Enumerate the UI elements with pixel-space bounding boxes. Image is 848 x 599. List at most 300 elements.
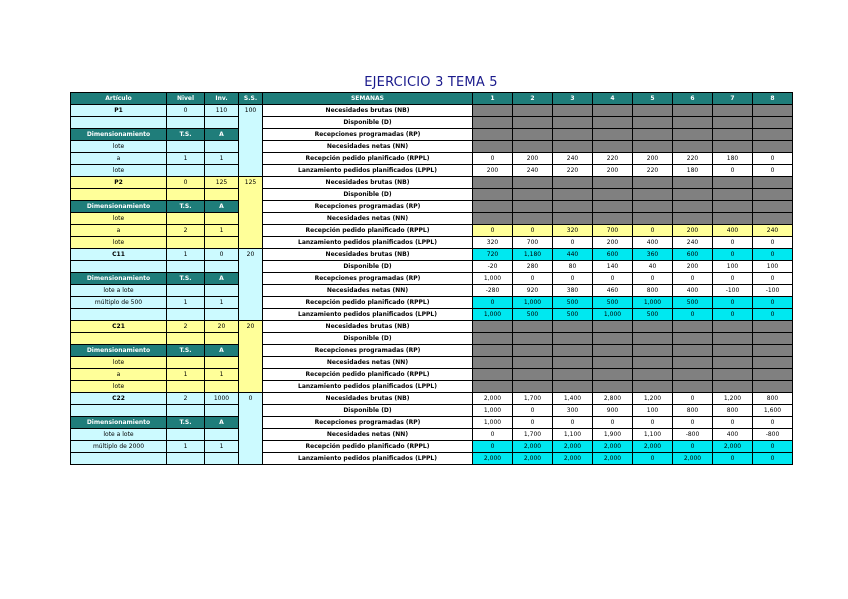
week-value: 240 (513, 165, 553, 177)
week-value (553, 321, 593, 333)
week-value (753, 105, 793, 117)
week-value: -800 (753, 429, 793, 441)
header-week: 6 (673, 93, 713, 105)
week-value: 0 (593, 273, 633, 285)
item-name: C11 (71, 249, 167, 261)
week-value (753, 381, 793, 393)
week-value (593, 141, 633, 153)
week-value: 2,000 (513, 453, 553, 465)
dim-header: Dimensionamiento (71, 417, 167, 429)
week-value: 1,700 (513, 429, 553, 441)
week-value: 0 (473, 441, 513, 453)
row-label: Necesidades netas (NN) (263, 213, 473, 225)
week-value (553, 129, 593, 141)
item-blank (205, 261, 239, 273)
week-value: 1,100 (633, 429, 673, 441)
item-blank (205, 357, 239, 369)
week-value (473, 129, 513, 141)
week-value (713, 189, 753, 201)
week-value (553, 213, 593, 225)
week-value (473, 105, 513, 117)
week-value: 800 (673, 405, 713, 417)
item-blank (167, 261, 205, 273)
week-value (553, 333, 593, 345)
week-value: 0 (713, 273, 753, 285)
item-inv: 20 (205, 321, 239, 333)
week-value: 0 (713, 249, 753, 261)
week-value: 220 (633, 165, 673, 177)
table-row (71, 309, 793, 321)
mrp-table (70, 92, 793, 465)
week-value: 500 (633, 309, 673, 321)
week-value: 0 (753, 309, 793, 321)
week-value (713, 357, 753, 369)
week-value (713, 333, 753, 345)
header-week: 1 (473, 93, 513, 105)
ts-header: T.S. (167, 129, 205, 141)
week-value: 0 (513, 225, 553, 237)
item-blank (167, 381, 205, 393)
week-value: 180 (713, 153, 753, 165)
week-value (593, 189, 633, 201)
week-value (513, 105, 553, 117)
week-value: 80 (553, 261, 593, 273)
row-label: Necesidades brutas (NB) (263, 105, 473, 117)
item-blank (71, 117, 167, 129)
item-blank (167, 189, 205, 201)
dim-header: Dimensionamiento (71, 345, 167, 357)
dim-text: lote (71, 165, 167, 177)
week-value (473, 345, 513, 357)
week-value: 0 (713, 165, 753, 177)
week-value: 800 (753, 393, 793, 405)
week-value (673, 357, 713, 369)
item-ss-cont (239, 237, 263, 249)
row-label: Necesidades brutas (NB) (263, 393, 473, 405)
dim-text: lote (71, 381, 167, 393)
week-value: -20 (473, 261, 513, 273)
row-label: Disponible (D) (263, 333, 473, 345)
week-value (633, 117, 673, 129)
week-value (553, 189, 593, 201)
week-value: 200 (673, 225, 713, 237)
row-label: Disponible (D) (263, 405, 473, 417)
table-row (71, 321, 793, 333)
table-row (71, 261, 793, 273)
row-label: Necesidades netas (NN) (263, 285, 473, 297)
week-value (673, 321, 713, 333)
table-row (71, 405, 793, 417)
week-value: 2,000 (633, 441, 673, 453)
dim-header: Dimensionamiento (71, 201, 167, 213)
week-value: 0 (753, 165, 793, 177)
item-blank (71, 261, 167, 273)
week-value: 1,100 (553, 429, 593, 441)
table-row (71, 381, 793, 393)
week-value: 0 (553, 273, 593, 285)
week-value (473, 357, 513, 369)
week-value: 0 (513, 273, 553, 285)
a-header: A (205, 129, 239, 141)
week-value: 200 (673, 261, 713, 273)
week-value: 0 (753, 249, 793, 261)
item-ss-cont (239, 273, 263, 285)
week-value: 1,400 (553, 393, 593, 405)
dim-text: múltiplo de 2000 (71, 441, 167, 453)
item-blank (167, 333, 205, 345)
week-value (753, 129, 793, 141)
week-value: 500 (513, 309, 553, 321)
week-value (673, 129, 713, 141)
week-value: -100 (753, 285, 793, 297)
week-value (673, 213, 713, 225)
week-value (473, 141, 513, 153)
week-value (753, 177, 793, 189)
table-row (71, 285, 793, 297)
week-value: 320 (553, 225, 593, 237)
item-ss-cont (239, 453, 263, 465)
item-blank (167, 357, 205, 369)
week-value (593, 201, 633, 213)
week-value (553, 105, 593, 117)
week-value (593, 321, 633, 333)
week-value: 1,600 (753, 405, 793, 417)
item-a: 1 (205, 369, 239, 381)
dim-text: a (71, 153, 167, 165)
row-label: Recepciones programadas (RP) (263, 129, 473, 141)
item-ss-cont (239, 285, 263, 297)
row-label: Recepciones programadas (RP) (263, 273, 473, 285)
week-value (473, 189, 513, 201)
week-value: 0 (473, 297, 513, 309)
item-ss-cont (239, 357, 263, 369)
item-blank (167, 141, 205, 153)
table-row (71, 105, 793, 117)
week-value: 1,900 (593, 429, 633, 441)
item-ts: 1 (167, 441, 205, 453)
week-value: 400 (633, 237, 673, 249)
header-semanas: SEMANAS (263, 93, 473, 105)
table-row (71, 441, 793, 453)
week-value (673, 381, 713, 393)
week-value: 1,000 (513, 297, 553, 309)
week-value (753, 357, 793, 369)
item-inv: 0 (205, 249, 239, 261)
item-ss-cont (239, 261, 263, 273)
item-ss-cont (239, 333, 263, 345)
item-name: C22 (71, 393, 167, 405)
week-value (713, 141, 753, 153)
item-ss-cont (239, 201, 263, 213)
week-value: 2,000 (473, 393, 513, 405)
week-value (593, 345, 633, 357)
item-blank (205, 429, 239, 441)
week-value: 240 (753, 225, 793, 237)
week-value (513, 201, 553, 213)
week-value: 2,000 (593, 453, 633, 465)
item-name: P1 (71, 105, 167, 117)
week-value: 1,000 (473, 309, 513, 321)
week-value: 1,000 (633, 297, 673, 309)
week-value (633, 321, 673, 333)
week-value (673, 117, 713, 129)
item-blank (205, 405, 239, 417)
week-value: 2,000 (473, 453, 513, 465)
week-value: 0 (673, 393, 713, 405)
item-ss-cont (239, 297, 263, 309)
item-blank (167, 117, 205, 129)
week-value (473, 177, 513, 189)
item-blank (205, 117, 239, 129)
week-value (713, 117, 753, 129)
week-value: 0 (553, 417, 593, 429)
item-ss: 20 (239, 321, 263, 333)
a-header: A (205, 345, 239, 357)
week-value (673, 369, 713, 381)
row-label: Recepción pedido planificado (RPPL) (263, 225, 473, 237)
week-value (513, 321, 553, 333)
week-value: 1,000 (473, 405, 513, 417)
table-row (71, 369, 793, 381)
item-inv: 125 (205, 177, 239, 189)
week-value (633, 189, 673, 201)
week-value (513, 129, 553, 141)
item-blank (71, 333, 167, 345)
week-value (713, 105, 753, 117)
header-week: 5 (633, 93, 673, 105)
week-value: 0 (753, 237, 793, 249)
week-value (553, 141, 593, 153)
week-value: 300 (553, 405, 593, 417)
week-value: 0 (513, 405, 553, 417)
item-a: 1 (205, 441, 239, 453)
item-ss: 125 (239, 177, 263, 189)
ts-header: T.S. (167, 273, 205, 285)
week-value (673, 177, 713, 189)
week-value: 180 (673, 165, 713, 177)
week-value (513, 369, 553, 381)
week-value (753, 141, 793, 153)
week-value (713, 345, 753, 357)
item-blank (167, 285, 205, 297)
header-inv: Inv. (205, 93, 239, 105)
week-value (473, 333, 513, 345)
item-ss-cont (239, 129, 263, 141)
week-value (473, 117, 513, 129)
item-blank (205, 309, 239, 321)
page-title: EJERCICIO 3 TEMA 5 (364, 75, 498, 90)
week-value (553, 345, 593, 357)
week-value (593, 381, 633, 393)
week-value: 1,200 (633, 393, 673, 405)
week-value: 0 (673, 441, 713, 453)
table-row (71, 153, 793, 165)
item-ts: 1 (167, 153, 205, 165)
week-value (753, 201, 793, 213)
week-value (633, 129, 673, 141)
week-value (713, 177, 753, 189)
ts-header: T.S. (167, 345, 205, 357)
table-row (71, 393, 793, 405)
item-blank (167, 237, 205, 249)
item-blank (71, 405, 167, 417)
dim-text: múltiplo de 500 (71, 297, 167, 309)
week-value (553, 117, 593, 129)
week-value: 500 (673, 297, 713, 309)
week-value (713, 381, 753, 393)
week-value (593, 369, 633, 381)
week-value: 700 (593, 225, 633, 237)
row-label: Necesidades brutas (NB) (263, 249, 473, 261)
week-value: 360 (633, 249, 673, 261)
item-nivel: 1 (167, 249, 205, 261)
week-value (713, 201, 753, 213)
week-value: 320 (473, 237, 513, 249)
week-value: 1,000 (473, 273, 513, 285)
item-nivel: 2 (167, 321, 205, 333)
week-value: -280 (473, 285, 513, 297)
week-value (633, 369, 673, 381)
week-value: 0 (633, 273, 673, 285)
week-value: 2,000 (513, 441, 553, 453)
week-value: 220 (593, 153, 633, 165)
table-row (71, 189, 793, 201)
week-value (513, 177, 553, 189)
week-value: 0 (753, 153, 793, 165)
item-inv: 110 (205, 105, 239, 117)
table-row (71, 297, 793, 309)
item-nivel: 2 (167, 393, 205, 405)
week-value: 0 (713, 237, 753, 249)
table-row (71, 201, 793, 213)
item-name: P2 (71, 177, 167, 189)
table-row (71, 177, 793, 189)
week-value (593, 177, 633, 189)
row-label: Recepción pedido planificado (RPPL) (263, 369, 473, 381)
table-row (71, 249, 793, 261)
week-value: 2,000 (593, 441, 633, 453)
week-value (553, 381, 593, 393)
week-value: 0 (753, 453, 793, 465)
row-label: Necesidades netas (NN) (263, 429, 473, 441)
row-label: Lanzamiento pedidos planificados (LPPL) (263, 165, 473, 177)
header-week: 4 (593, 93, 633, 105)
week-value (593, 105, 633, 117)
week-value (753, 189, 793, 201)
week-value (553, 369, 593, 381)
row-label: Lanzamiento pedidos planificados (LPPL) (263, 237, 473, 249)
ts-header: T.S. (167, 201, 205, 213)
a-header: A (205, 273, 239, 285)
item-ss-cont (239, 141, 263, 153)
week-value: 0 (633, 225, 673, 237)
week-value: 700 (513, 237, 553, 249)
week-value (673, 141, 713, 153)
dim-text: a (71, 369, 167, 381)
table-row (71, 165, 793, 177)
item-ss: 20 (239, 249, 263, 261)
table-row (71, 357, 793, 369)
row-label: Recepción pedido planificado (RPPL) (263, 297, 473, 309)
week-value: 200 (513, 153, 553, 165)
week-value: 100 (753, 261, 793, 273)
week-value: 0 (553, 237, 593, 249)
week-value: 1,000 (473, 417, 513, 429)
week-value: 100 (713, 261, 753, 273)
week-value: 0 (673, 309, 713, 321)
week-value (673, 333, 713, 345)
week-value (513, 189, 553, 201)
item-ss-cont (239, 381, 263, 393)
item-a: 1 (205, 153, 239, 165)
row-label: Lanzamiento pedidos planificados (LPPL) (263, 309, 473, 321)
week-value: 2,000 (553, 441, 593, 453)
week-value (753, 345, 793, 357)
item-blank (205, 237, 239, 249)
header-row (71, 93, 793, 105)
week-value (473, 213, 513, 225)
week-value (633, 213, 673, 225)
week-value (513, 117, 553, 129)
item-a: 1 (205, 297, 239, 309)
week-value: 400 (673, 285, 713, 297)
week-value: 240 (673, 237, 713, 249)
table-row (71, 429, 793, 441)
week-value: 0 (673, 273, 713, 285)
week-value (713, 213, 753, 225)
table-row (71, 453, 793, 465)
item-blank (205, 141, 239, 153)
item-ss: 100 (239, 105, 263, 117)
week-value: 280 (513, 261, 553, 273)
item-ss-cont (239, 345, 263, 357)
row-label: Lanzamiento pedidos planificados (LPPL) (263, 453, 473, 465)
item-ss-cont (239, 153, 263, 165)
week-value: 800 (633, 285, 673, 297)
item-blank (205, 285, 239, 297)
item-name: C21 (71, 321, 167, 333)
week-value (673, 105, 713, 117)
item-ss-cont (239, 429, 263, 441)
week-value (593, 213, 633, 225)
item-blank (205, 165, 239, 177)
week-value (753, 369, 793, 381)
table-row (71, 225, 793, 237)
week-value (633, 177, 673, 189)
week-value: 500 (593, 297, 633, 309)
week-value (633, 381, 673, 393)
item-inv: 1000 (205, 393, 239, 405)
dim-text: lote (71, 213, 167, 225)
week-value: 500 (553, 297, 593, 309)
row-label: Recepción pedido planificado (RPPL) (263, 153, 473, 165)
week-value (473, 321, 513, 333)
item-blank (205, 189, 239, 201)
row-label: Recepciones programadas (RP) (263, 201, 473, 213)
week-value (513, 213, 553, 225)
table-row (71, 141, 793, 153)
week-value (593, 357, 633, 369)
week-value: 0 (753, 441, 793, 453)
item-blank (205, 453, 239, 465)
week-value (553, 357, 593, 369)
week-value (753, 321, 793, 333)
week-value: 0 (673, 417, 713, 429)
week-value: 200 (593, 165, 633, 177)
row-label: Recepciones programadas (RP) (263, 417, 473, 429)
week-value: 2,000 (553, 453, 593, 465)
week-value (753, 333, 793, 345)
